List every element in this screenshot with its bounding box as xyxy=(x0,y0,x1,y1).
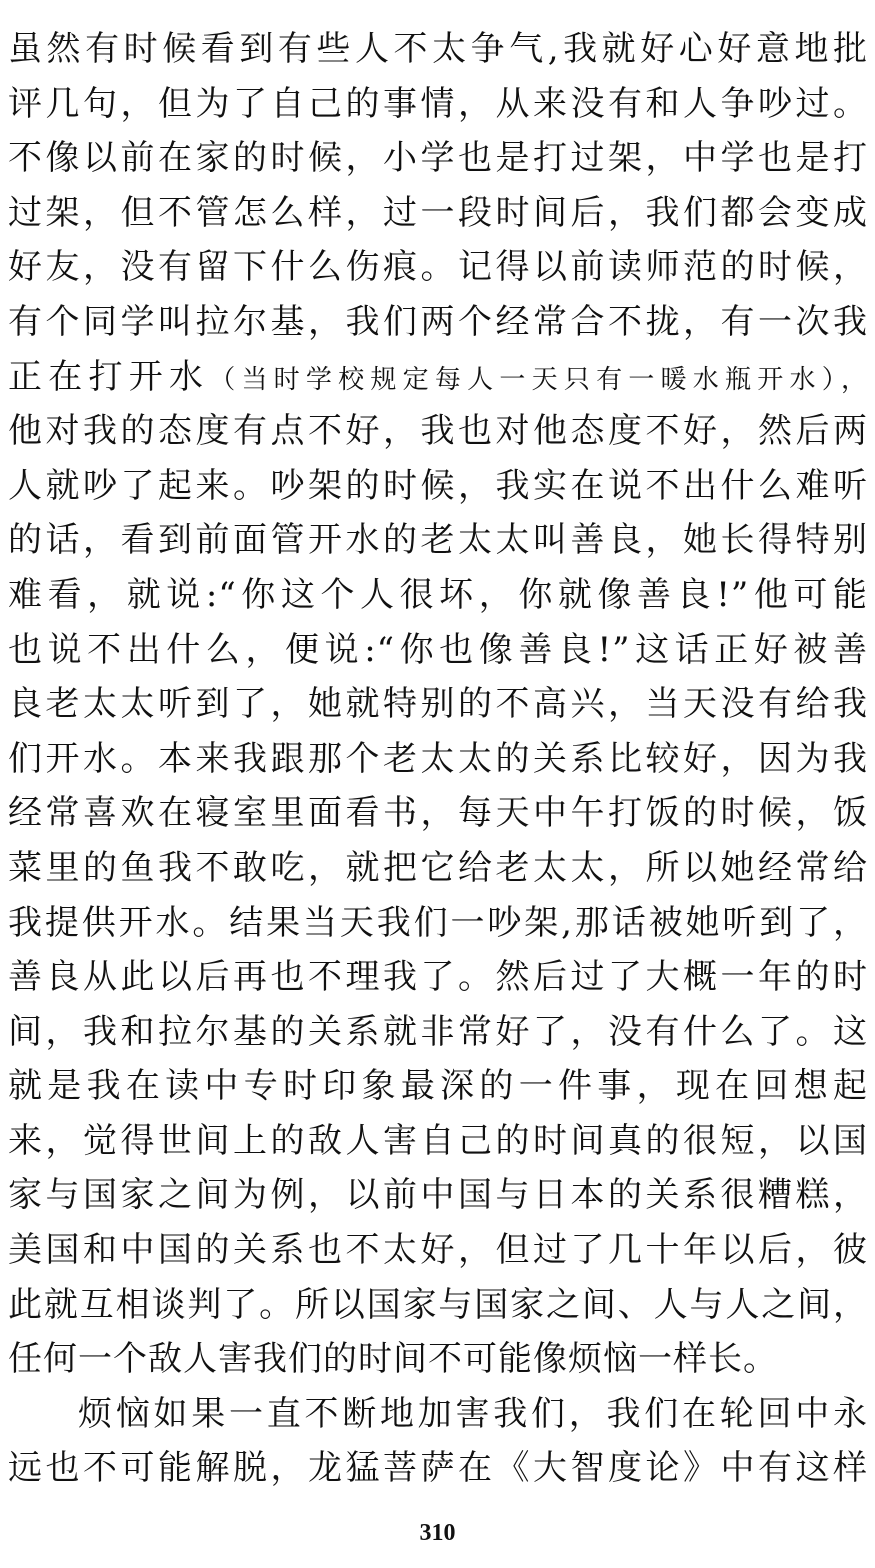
parenthetical-note: （当时学校规定每人一天只有一暖水瓶开水）， xyxy=(209,364,868,395)
text-line: 有个同学叫拉尔基，我们两个经常合不拢，有一次我 xyxy=(8,301,868,342)
text-line: 不像以前在家的时候，小学也是打过架，中学也是打 xyxy=(8,138,868,179)
text-line: 此就互相谈判了。所以国家与国家之间、人与人之间， xyxy=(8,1284,868,1325)
text-line: 虽然有时候看到有些人不太争气,我就好心好意地批 xyxy=(8,29,868,69)
text-line: 难看，就说:“你这个人很坏，你就像善良!”他可能 xyxy=(8,574,868,615)
text-line: 的话，看到前面管开水的老太太叫善良，她长得特别 xyxy=(8,520,868,561)
text-line-main: 正在打开水 xyxy=(8,356,210,397)
text-line: 经常喜欢在寝室里面看书，每天中午打饭的时候，饭 xyxy=(8,793,868,834)
text-line: 我提供开水。结果当天我们一吵架,那话被她听到了， xyxy=(8,902,868,943)
text-line: 好友，没有留下什么伤痕。记得以前读师范的时候， xyxy=(8,247,868,288)
text-line: 远也不可能解脱，龙猛菩萨在《大智度论》中有这样 xyxy=(8,1448,868,1489)
paragraph-end-line: 任何一个敌人害我们的时间不可能像烦恼一样长。 xyxy=(8,1339,778,1380)
text-line: 也说不出什么，便说:“你也像善良!”这话正好被善 xyxy=(8,629,868,670)
text-line: 善良从此以后再也不理我了。然后过了大概一年的时 xyxy=(8,957,868,998)
text-line: 美国和中国的关系也不太好，但过了几十年以后，彼 xyxy=(8,1230,868,1271)
text-line: 间，我和拉尔基的关系就非常好了，没有什么了。这 xyxy=(8,1011,868,1052)
text-line: 就是我在读中专时印象最深的一件事，现在回想起 xyxy=(8,1066,868,1107)
text-line: 评几句，但为了自己的事情，从来没有和人争吵过。 xyxy=(8,83,868,124)
body-text xyxy=(8,22,868,1496)
text-line: 家与国家之间为例，以前中国与日本的关系很糟糕， xyxy=(8,1175,868,1216)
text-line xyxy=(8,350,868,405)
text-line: 来，觉得世间上的敌人害自己的时间真的很短，以国 xyxy=(8,1120,868,1161)
text-line: 过架，但不管怎么样，过一段时间后，我们都会变成 xyxy=(8,192,868,233)
text-line: 良老太太听到了，她就特别的不高兴，当天没有给我 xyxy=(8,684,868,725)
text-line: 们开水。本来我跟那个老太太的关系比较好，因为我 xyxy=(8,738,868,779)
paragraph-start-line: 烦恼如果一直不断地加害我们，我们在轮回中永 xyxy=(78,1393,868,1434)
page-number: 310 xyxy=(419,1520,456,1546)
text-line: 人就吵了起来。吵架的时候，我实在说不出什么难听 xyxy=(8,465,868,506)
text-line: 菜里的鱼我不敢吃，就把它给老太太，所以她经常给 xyxy=(8,847,868,888)
text-line: 他对我的态度有点不好，我也对他态度不好，然后两 xyxy=(8,411,868,452)
